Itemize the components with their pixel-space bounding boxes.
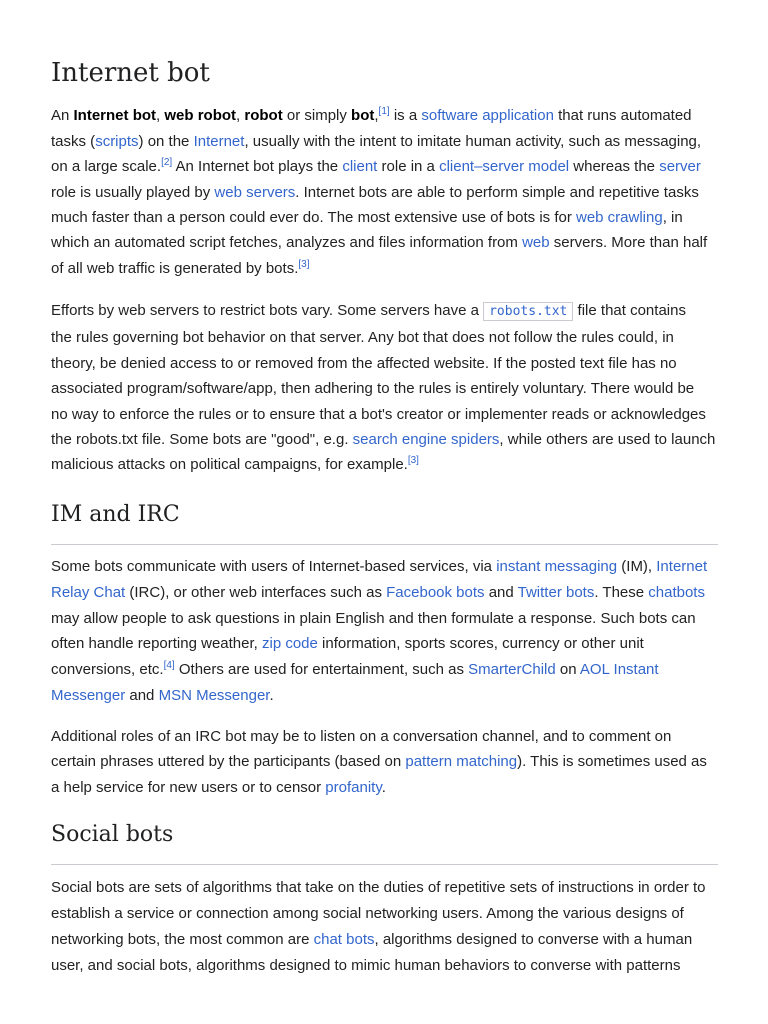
text-line: on a large scale.[2] An Internet bot plays the client role in a client–server model whereas the server [51, 157, 701, 175]
link-search-engine-spiders[interactable]: search engine spiders [352, 431, 500, 448]
text-line: the robots.txt file. Some bots are "good", e.g. search engine spiders, while others are used to launch [51, 431, 716, 448]
link-zip-code[interactable]: zip code [261, 635, 318, 652]
link-internet[interactable]: Internet [193, 133, 245, 150]
link-smarterchild[interactable]: SmarterChild [468, 661, 556, 678]
link-facebook-bots[interactable]: Facebook bots [386, 584, 485, 601]
link-msn-messenger[interactable]: MSN Messenger [158, 687, 270, 704]
text-line: networking bots, the most common are chat bots, algorithms designed to converse with a human [51, 931, 693, 948]
link-chat-bots[interactable]: chat bots [313, 931, 375, 948]
section-divider [51, 864, 718, 865]
link-client[interactable]: client [342, 158, 378, 175]
page-title: Internet bot [51, 58, 210, 88]
link-web-crawling[interactable]: web crawling [576, 209, 663, 226]
link-pattern-matching[interactable]: pattern matching [405, 753, 518, 770]
link-software-application[interactable]: software application [421, 107, 554, 124]
bold-term: web robot [164, 107, 237, 124]
text-line: establish a service or connection among social networking users. Among the various designs of [51, 905, 684, 922]
text-line: associated program/software/app, then adhering to the rules is entirely voluntary. There would be [51, 380, 695, 397]
text-line: Messenger and MSN Messenger. [51, 687, 274, 704]
text-line: theory, be denied access to or removed from the affected website. If the posted text file has no [51, 355, 677, 372]
section-heading-im-irc: IM and IRC [51, 502, 180, 527]
link-internet-relay-chat[interactable]: Relay Chat [51, 584, 126, 601]
link-internet-relay-chat[interactable]: Internet [656, 558, 708, 575]
citation-link[interactable]: [4] [163, 660, 175, 671]
text-line: of all web traffic is generated by bots.[3] [51, 259, 310, 277]
text-line: tasks (scripts) on the Internet, usually with the intent to imitate human activity, such as messaging, [51, 133, 702, 150]
text-line: may allow people to ask questions in plain English and then formulate a response. Such bots can [51, 610, 696, 627]
link-aol-instant-messenger[interactable]: AOL Instant [579, 661, 659, 678]
text-line: no way to enforce the rules or to ensure that a bot's creator or implementer reads or acknowledges [51, 406, 706, 423]
link-profanity[interactable]: profanity [325, 779, 382, 796]
citation-link[interactable]: [1] [378, 106, 390, 117]
section-heading-social-bots: Social bots [51, 822, 174, 847]
text-line: Additional roles of an IRC bot may be to listen on a conversation channel, and to comment on [51, 728, 672, 745]
bold-term: robot [244, 107, 283, 124]
link-twitter-bots[interactable]: Twitter bots [517, 584, 595, 601]
text-line: role is usually played by web servers. Internet bots are able to perform simple and repetitive tasks [51, 184, 699, 201]
text-line: malicious attacks on political campaigns, for example.[3] [51, 455, 419, 473]
link-instant-messaging[interactable]: instant messaging [496, 558, 618, 575]
text-line: a help service for new users or to censor profanity. [51, 779, 386, 796]
text-line: certain phrases uttered by the participants (based on pattern matching). This is sometimes used as [51, 753, 707, 770]
citation-link[interactable]: [3] [407, 455, 419, 466]
text-line: An Internet bot, web robot, robot or simply bot,[1] is a software application that runs automated [51, 106, 692, 124]
citation-link[interactable]: [3] [298, 259, 310, 270]
text-line: Social bots are sets of algorithms that take on the duties of repetitive sets of instructions in order to [51, 879, 706, 896]
link-client-server-model[interactable]: client–server model [439, 158, 570, 175]
text-line: which an automated script fetches, analyzes and files information from web servers. More than half [51, 234, 708, 251]
text-line: user, and social bots, algorithms designed to mimic human behaviors to converse with patterns [51, 957, 681, 974]
link-web-servers[interactable]: web servers [214, 184, 296, 201]
text-line: Some bots communicate with users of Internet-based services, via instant messaging (IM), Internet [51, 558, 708, 575]
text-line: Efforts by web servers to restrict bots vary. Some servers have a robots.txt file that contains [51, 302, 686, 319]
citation-link[interactable]: [2] [161, 157, 173, 168]
text-line: conversions, etc.[4] Others are used for entertainment, such as SmarterChild on AOL Instant [51, 660, 659, 678]
text-line: often handle reporting weather, zip code information, sports scores, currency or other unit [51, 635, 644, 652]
code-robots-txt[interactable]: robots.txt [483, 302, 573, 321]
link-scripts[interactable]: scripts [95, 133, 139, 150]
text-line: the rules governing bot behavior on that server. Any bot that does not follow the rules could, in [51, 329, 674, 346]
link-aol-instant-messenger[interactable]: Messenger [51, 687, 126, 704]
bold-term: Internet bot [73, 107, 157, 124]
text-line: much faster than a person could ever do. The most extensive use of bots is for web crawling, in [51, 209, 683, 226]
link-chatbots[interactable]: chatbots [648, 584, 705, 601]
link-server[interactable]: server [659, 158, 701, 175]
bold-term: bot [351, 107, 375, 124]
text-line: Relay Chat (IRC), or other web interfaces such as Facebook bots and Twitter bots. These chatbots [51, 584, 705, 601]
section-divider [51, 544, 718, 545]
link-web[interactable]: web [522, 234, 550, 251]
